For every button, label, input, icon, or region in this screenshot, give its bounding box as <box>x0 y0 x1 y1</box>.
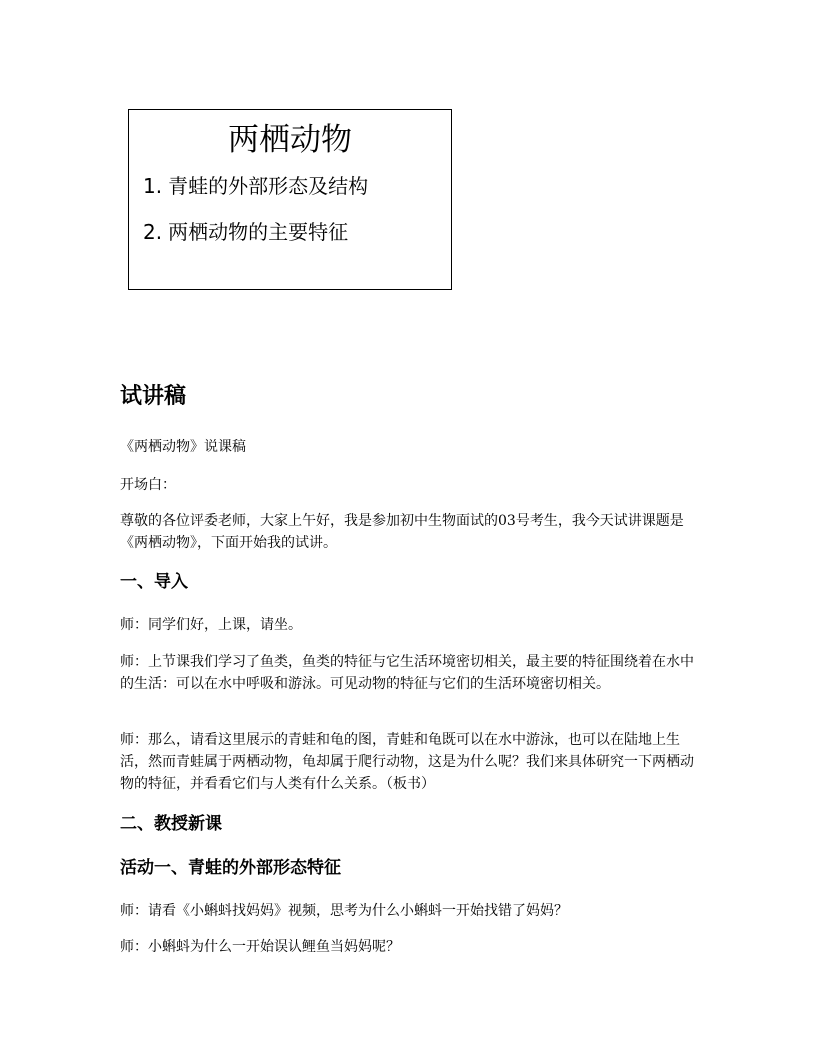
paragraph: 师：同学们好，上课，请坐。 <box>120 617 302 633</box>
document-subtitle: 《两栖动物》说课稿 <box>120 439 246 455</box>
board-item-number: 1. <box>143 174 163 198</box>
board-title: 两栖动物 <box>228 122 352 158</box>
paragraph: 师：那么，请看这里展示的青蛙和龟的图，青蛙和龟既可以在水中游泳，也可以在陆地上生活，然而青蛙属于两栖动物，龟却属于爬行动物，这是为什么呢？我们来具体研究一下两栖动物的特征，并看看它们与人类有什么关系。（板书） <box>120 732 694 792</box>
section-heading-intro: 一、导入 <box>120 572 188 592</box>
board-item-2 <box>143 218 348 246</box>
opening-label: 开场白： <box>120 477 176 493</box>
board-item-number: 2. <box>143 220 163 244</box>
paragraph: 师：请看《小蝌蚪找妈妈》视频，思考为什么小蝌蚪一开始找错了妈妈？ <box>120 903 568 919</box>
blackboard-slide <box>128 109 452 290</box>
activity-heading: 活动一、青蛙的外部形态特征 <box>120 858 341 878</box>
board-item-text: 青蛙的外部形态及结构 <box>168 174 369 198</box>
paragraph: 师：上节课我们学习了鱼类，鱼类的特征与它生活环境密切相关，最主要的特征围绕着在水中的生活：可以在水中呼吸和游泳。可见动物的特征与它们的生活环境密切相关。 <box>120 654 694 692</box>
document-title: 试讲稿 <box>120 384 187 409</box>
board-item-1 <box>143 172 368 200</box>
opening-paragraph: 尊敬的各位评委老师，大家上午好，我是参加初中生物面试的03号考生，我今天试讲课题是《两栖动物》，下面开始我的试讲。 <box>120 513 684 551</box>
board-item-text: 两栖动物的主要特征 <box>168 220 349 244</box>
section-heading-new-lesson: 二、教授新课 <box>120 814 222 834</box>
paragraph: 师：小蝌蚪为什么一开始误认鲤鱼当妈妈呢？ <box>120 939 400 955</box>
